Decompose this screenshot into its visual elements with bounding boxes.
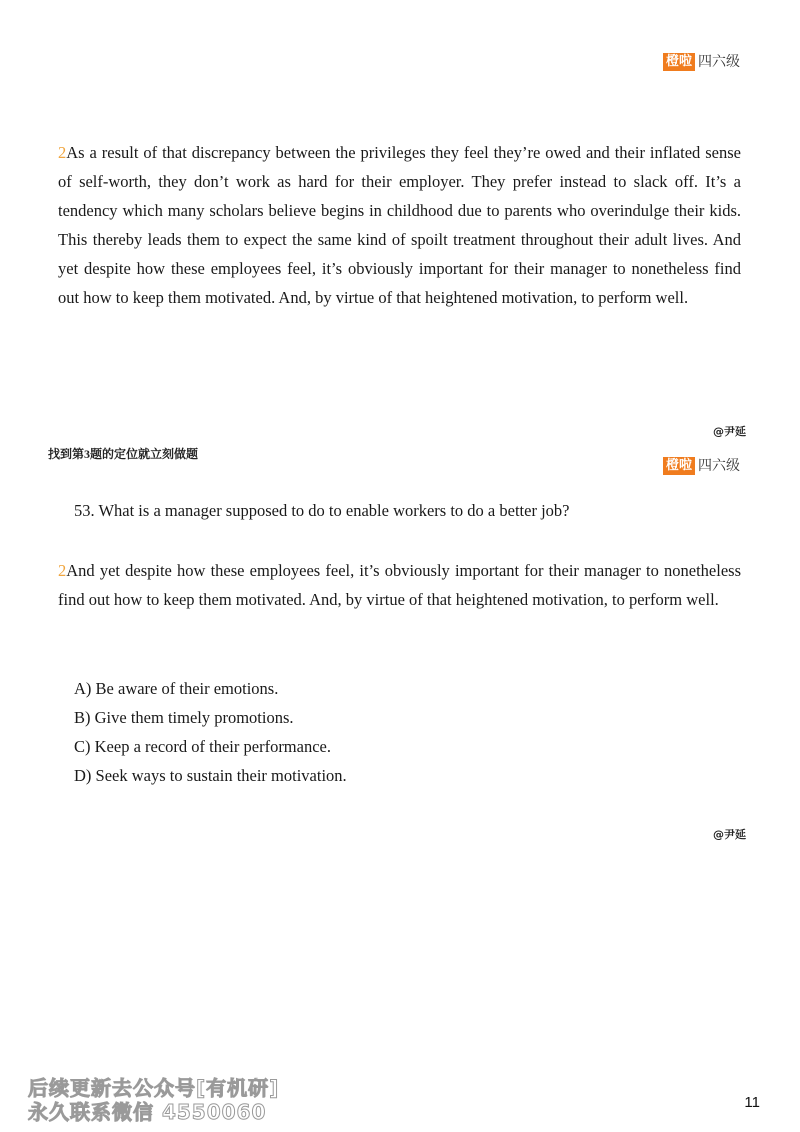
paragraph-number: 2 xyxy=(58,143,67,162)
quote-number: 2 xyxy=(58,561,67,580)
quote-paragraph xyxy=(58,556,741,614)
quote-text: And yet despite how these employees feel, it’s obviously important for their manager to nonetheless find out how to keep them motivated. And, by virtue of that heightened motivation, to perform well. xyxy=(58,561,741,609)
brand-tag: 橙啦 xyxy=(663,53,695,71)
brand-logo-2 xyxy=(663,457,740,475)
question-text: 53. What is a manager supposed to do to enable workers to do a better job? xyxy=(74,501,570,520)
brand-logo xyxy=(663,53,740,71)
author-credit: @尹延 xyxy=(713,425,746,438)
option-a: A) Be aware of their emotions. xyxy=(74,679,279,698)
watermark xyxy=(28,1076,279,1124)
answer-options xyxy=(74,674,347,790)
author-credit-2: @尹延 xyxy=(713,828,746,841)
option-d: D) Seek ways to sustain their motivation. xyxy=(74,766,347,785)
passage-paragraph xyxy=(58,138,741,312)
brand-label: 四六级 xyxy=(698,54,740,70)
watermark-line-2: 永久联系微信 4550060 xyxy=(28,1100,267,1124)
option-b: B) Give them timely promotions. xyxy=(74,708,294,727)
watermark-line-1: 后续更新去公众号[有机研] xyxy=(28,1076,280,1100)
brand-label-2: 四六级 xyxy=(698,458,740,474)
page-number: 11 xyxy=(744,1094,760,1111)
study-note: 找到第3题的定位就立刻做题 xyxy=(48,447,199,461)
option-c: C) Keep a record of their performance. xyxy=(74,737,331,756)
brand-tag-2: 橙啦 xyxy=(663,457,695,475)
passage-text: As a result of that discrepancy between the privileges they feel they’re owed and their inflated sense of self-worth, they don’t work as hard for their employer. They prefer instead to slack off. It’s a tendency which many scholars believe begins in childhood due to parents who overindulge their kids. This thereby leads them to expect the same kind of spoilt treatment throughout their adult lives. And yet despite how these employees feel, it’s obviously important for their manager to nonetheless find out how to keep them motivated. And, by virtue of that heightened motivation, to perform well. xyxy=(58,143,741,307)
